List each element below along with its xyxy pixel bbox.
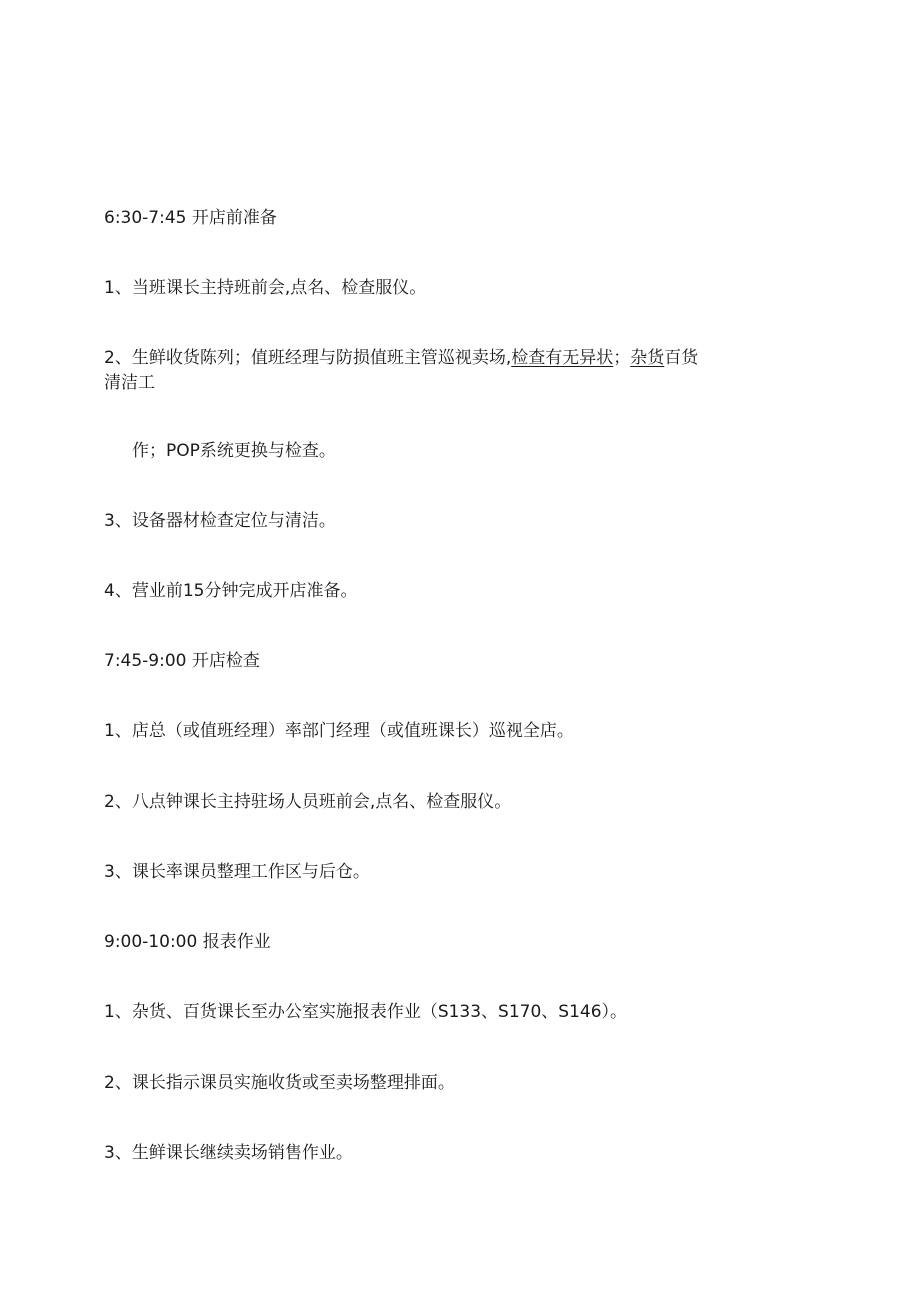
list-item-wrap: 清洁工 xyxy=(104,373,155,393)
list-item: 1、当班课长主持班前会,点名、检查服仪。 xyxy=(104,278,427,298)
list-item: 1、杂货、百货课长至办公室实施报表作业（S133、S170、S146）。 xyxy=(104,1002,628,1022)
list-item: 3、课长率课员整理工作区与后仓。 xyxy=(104,862,370,882)
section-heading-opening-check: 7:45-9:00 开店检查 xyxy=(104,651,260,671)
section-heading-opening-prep: 6:30-7:45 开店前准备 xyxy=(104,208,277,228)
list-item: 3、生鲜课长继续卖场销售作业。 xyxy=(104,1143,353,1163)
list-item: 3、设备器材检查定位与清洁。 xyxy=(104,511,336,531)
list-item: 1、店总（或值班经理）率部门经理（或值班课长）巡视全店。 xyxy=(104,721,574,741)
list-item: 2、八点钟课长主持驻场人员班前会,点名、检查服仪。 xyxy=(104,792,512,812)
list-item: 4、营业前15分钟完成开店准备。 xyxy=(104,581,358,601)
list-item-continuation: 作；POP系统更换与检查。 xyxy=(132,441,336,461)
item-text: 百货 xyxy=(664,348,699,368)
underlined-text: 检查有无异状 xyxy=(511,348,614,368)
separator-text: ； xyxy=(613,348,631,368)
section-heading-report-work: 9:00-10:00 报表作业 xyxy=(104,932,271,952)
item-text: 2、生鲜收货陈列；值班经理与防损值班主管巡视卖场, xyxy=(104,348,512,368)
list-item xyxy=(104,346,698,370)
underlined-text: 杂货 xyxy=(630,348,665,368)
list-item: 2、课长指示课员实施收货或至卖场整理排面。 xyxy=(104,1073,455,1093)
